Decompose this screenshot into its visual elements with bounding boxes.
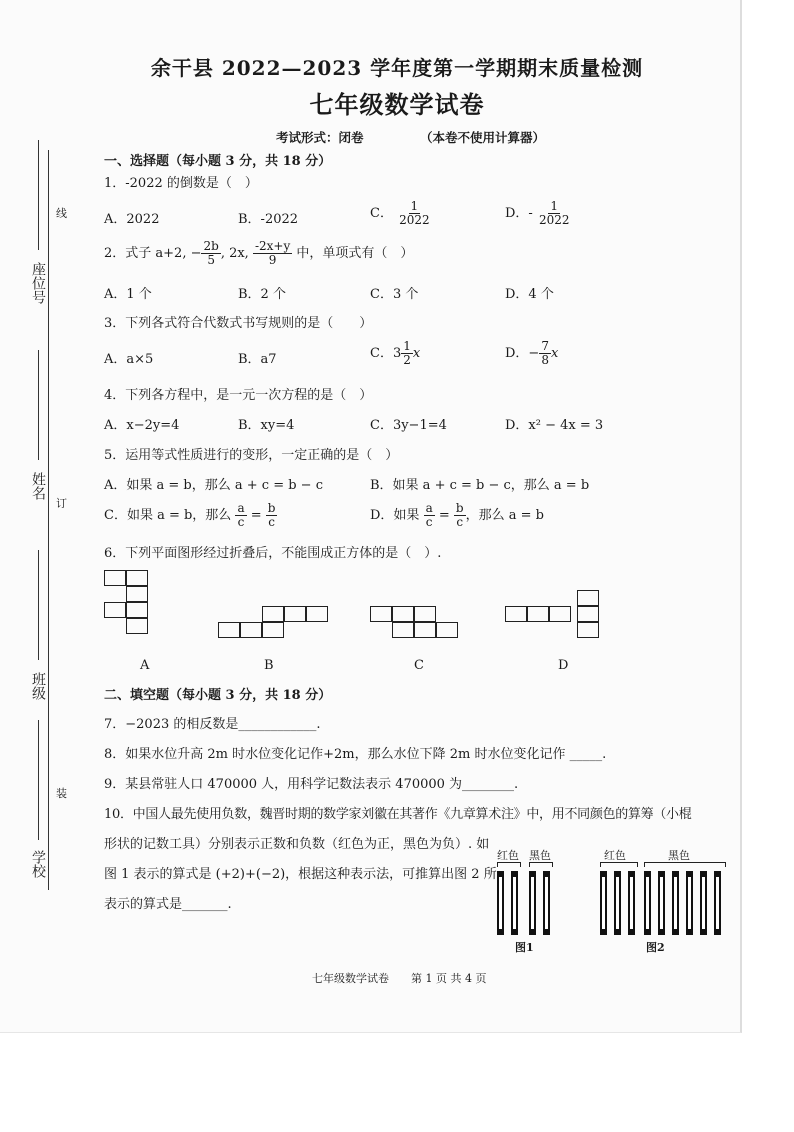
q1-c-label: C． <box>370 206 393 221</box>
counting-rod <box>543 871 550 935</box>
binding-line <box>48 150 49 890</box>
q2-f2-den: 9 <box>268 253 277 267</box>
net-square <box>306 606 328 622</box>
net-square <box>240 622 262 638</box>
counting-rod <box>628 871 635 935</box>
q3-stem: 3．下列各式符合代数式书写规则的是（ ） <box>104 316 373 331</box>
q2-f1-num: 2b <box>203 239 219 253</box>
q10-line-1: 10．中国人最先使用负数，魏晋时期的数学家刘徽在其著作《九章算术注》中，用不同颜色的算筹（小棍 <box>104 807 692 822</box>
counting-rod <box>511 871 518 935</box>
q3-d-den: 8 <box>541 353 549 367</box>
q5-stem: 5．运用等式性质进行的变形，一定正确的是（ ） <box>104 448 399 463</box>
section1-heading: 一、选择题（每小题 3 分，共 18 分） <box>104 154 332 169</box>
q1-d-num: 1 <box>550 199 559 213</box>
fig2-black-bracket <box>644 862 726 867</box>
q1-d-label: D．- <box>505 206 533 221</box>
school-blank <box>38 720 39 840</box>
q1-d-fraction <box>537 200 572 227</box>
q2-f1-den: 5 <box>207 253 215 267</box>
q7: 7．−2023 的相反数是____________. <box>104 717 321 732</box>
net-square <box>104 570 126 586</box>
seat-number-blank <box>38 140 39 250</box>
q5-option-b: B．如果 a + c = b − c，那么 a = b <box>370 478 590 493</box>
q3-c-num: 1 <box>403 339 411 353</box>
q6-stem: 6．下列平面图形经过折叠后，不能围成正方体的是（ ）. <box>104 546 442 561</box>
q4-option-b: B．xy=4 <box>238 418 295 433</box>
q6-label-b: B <box>264 658 274 673</box>
q2-fraction-2 <box>253 240 292 267</box>
fig2-caption: 图2 <box>646 941 665 954</box>
page-footer: 七年级数学试卷 第 1 页 共 4 页 <box>312 972 487 985</box>
q3-option-d <box>505 340 558 367</box>
net-square <box>577 590 599 606</box>
q3-d-label: D．− <box>505 346 540 361</box>
fig1-red-bracket <box>497 862 521 867</box>
q6-net-b <box>218 606 333 640</box>
q5-c-frac-2 <box>266 502 278 529</box>
q1-c-den: 2022 <box>399 213 430 227</box>
counting-rod <box>644 871 651 935</box>
net-square <box>126 570 148 586</box>
class-blank <box>38 550 39 660</box>
exam-title: 余干县 2022—2023 学年度第一学期期末质量检测 <box>150 56 644 80</box>
q2-mid: , 2x, <box>220 246 253 261</box>
q1-option-b: B．-2022 <box>238 212 299 227</box>
q6-label-a: A <box>140 658 150 673</box>
q5-d-post: ，那么 a = b <box>465 508 544 523</box>
counting-rod <box>672 871 679 935</box>
name-blank <box>38 350 39 460</box>
q3-option-a: A．a×5 <box>104 352 154 367</box>
q6-net-d <box>505 588 605 640</box>
fig2-black-label: 黑色 <box>668 849 690 862</box>
q5-c-n1: a <box>237 501 245 515</box>
net-square <box>527 606 549 622</box>
q5-c-d2: c <box>268 515 275 529</box>
q2-option-d: D．4 个 <box>505 287 554 302</box>
net-square <box>126 586 148 602</box>
counting-rod <box>600 871 607 935</box>
q5-d-eq: = <box>434 508 454 523</box>
q10-line-3: 图 1 表示的算式是 (+2)+(−2)，根据这种表示法，可推算出图 2 所 <box>104 867 497 882</box>
fig2-red-bracket <box>600 862 638 867</box>
q3-option-c <box>370 340 420 367</box>
counting-rod <box>700 871 707 935</box>
class-label: 班级 <box>30 672 46 700</box>
q2-f2-num: -2x+y <box>254 239 291 253</box>
q4-option-a: A．x−2y=4 <box>104 418 180 433</box>
net-square <box>577 606 599 622</box>
name-label: 姓名 <box>30 472 46 500</box>
calculator-note: （本卷不使用计算器） <box>420 130 546 145</box>
q5-option-d <box>370 502 544 529</box>
net-square <box>549 606 571 622</box>
q1-option-a: A．2022 <box>104 212 160 227</box>
binding-char-line: 线 <box>56 207 67 220</box>
q5-option-a: A．如果 a = b，那么 a + c = b − c <box>104 478 323 493</box>
q9: 9．某县常驻人口 470000 人，用科学记数法表示 470000 为________. <box>104 777 519 792</box>
q1-c-num: 1 <box>410 199 419 213</box>
net-square <box>577 622 599 638</box>
q3-d-fraction <box>539 340 551 367</box>
q2-stem <box>104 240 413 267</box>
q4-option-d: D．x² − 4x = 3 <box>505 418 604 433</box>
q3-c-label: C．3 <box>370 346 402 361</box>
q5-c-n2: b <box>267 501 276 515</box>
q5-d-n1: a <box>425 501 433 515</box>
seat-number-label: 座位号 <box>30 262 46 304</box>
q6-label-d: D <box>558 658 569 673</box>
q2-post: 中，单项式有（ ） <box>292 246 414 261</box>
fig1-black-label: 黑色 <box>529 849 551 862</box>
net-square <box>284 606 306 622</box>
q2-fraction-1 <box>201 240 220 267</box>
q6-label-c: C <box>414 658 424 673</box>
figure-1 <box>495 845 565 955</box>
counting-rod <box>529 871 536 935</box>
q2-option-a: A．1 个 <box>104 287 152 302</box>
binding-char-ding: 订 <box>56 497 67 510</box>
q1-d-den: 2022 <box>538 213 570 227</box>
net-square <box>126 618 148 634</box>
q1-option-c <box>370 200 432 227</box>
net-square <box>262 606 284 622</box>
q4-option-c: C．3y−1=4 <box>370 418 447 433</box>
net-square <box>126 602 148 618</box>
exam-subtitle: 七年级数学试卷 <box>309 90 485 119</box>
net-square <box>218 622 240 638</box>
q5-c-eq: = <box>246 508 266 523</box>
q5-d-pre: D．如果 <box>370 508 420 523</box>
q5-d-frac-2 <box>454 502 466 529</box>
fig1-caption: 图1 <box>515 941 534 954</box>
q5-d-n2: b <box>455 501 464 515</box>
counting-rod <box>497 871 504 935</box>
exam-form: 考试形式：闭卷 <box>276 130 364 145</box>
q5-option-c <box>104 502 277 529</box>
net-square <box>392 606 414 622</box>
q5-c-d1: c <box>237 515 245 529</box>
net-square <box>104 602 126 618</box>
q1-stem: 1．-2022 的倒数是（ ） <box>104 176 258 191</box>
q5-d-frac-1 <box>424 502 435 529</box>
figure-2 <box>598 845 728 955</box>
net-square <box>414 622 436 638</box>
q6-net-a <box>104 570 164 642</box>
fig1-red-label: 红色 <box>497 849 519 862</box>
fig1-black-bracket <box>529 862 553 867</box>
section2-heading: 二、填空题（每小题 3 分，共 18 分） <box>104 688 332 703</box>
counting-rod <box>614 871 621 935</box>
q6-net-c <box>370 606 465 640</box>
net-square <box>392 622 414 638</box>
q2-pre: 2．式子 a+2, − <box>104 246 202 261</box>
net-square <box>262 622 284 638</box>
q4-stem: 4．下列各方程中，是一元一次方程的是（ ） <box>104 388 373 403</box>
q10-line-2: 形状的记数工具）分别表示正数和负数（红色为正，黑色为负）. 如 <box>104 837 490 852</box>
q10-line-4: 表示的算式是_______. <box>104 897 232 912</box>
counting-rod <box>714 871 721 935</box>
net-square <box>370 606 392 622</box>
school-label: 学校 <box>30 850 46 878</box>
fig2-red-label: 红色 <box>604 849 626 862</box>
q2-option-c: C．3 个 <box>370 287 419 302</box>
q3-d-var: x <box>550 346 559 361</box>
binding-char-zhuang: 装 <box>56 787 67 800</box>
q5-c-frac-1 <box>235 502 246 529</box>
q1-option-d <box>505 200 572 227</box>
q3-c-var: x <box>412 346 421 361</box>
q8: 8．如果水位升高 2m 时水位变化记作+2m，那么水位下降 2m 时水位变化记作 _____. <box>104 747 607 762</box>
q3-c-fraction <box>401 340 413 367</box>
q3-c-den: 2 <box>403 353 411 367</box>
net-square <box>414 606 436 622</box>
counting-rod <box>658 871 665 935</box>
net-square <box>505 606 527 622</box>
q3-d-num: 7 <box>541 339 549 353</box>
q5-d-d1: c <box>425 515 433 529</box>
q5-d-d2: c <box>456 515 464 529</box>
counting-rod <box>686 871 693 935</box>
q2-option-b: B．2 个 <box>238 287 286 302</box>
net-square <box>436 622 458 638</box>
q5-c-pre: C．如果 a = b，那么 <box>104 508 232 523</box>
q3-option-b: B．a7 <box>238 352 277 367</box>
q1-c-fraction <box>397 200 432 227</box>
